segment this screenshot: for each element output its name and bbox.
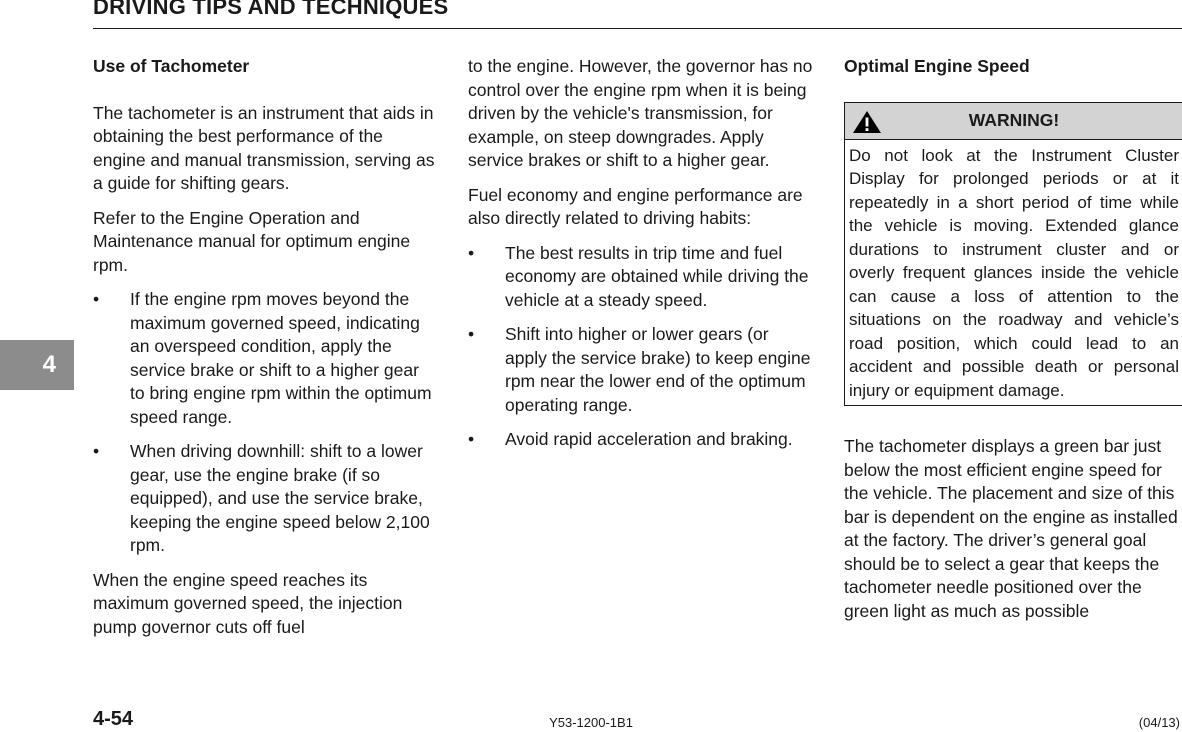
list-item-text: When driving downhill: shift to a lower gear, use the engine brake (if so equipped), and use the service brake, keeping the engine speed below 2,100 rpm. xyxy=(130,441,430,555)
warning-box xyxy=(844,102,1182,407)
section-heading-engine-speed: Optimal Engine Speed xyxy=(844,56,1030,76)
list-item-text: Shift into higher or lower gears (or apply the service brake) to keep engine rpm near the lower end of the optimum operating range. xyxy=(505,324,811,415)
column-left xyxy=(93,55,438,650)
paragraph: The tachometer is an instrument that aids in obtaining the best performance of the engine and manual transmission, serving as a guide for shifting gears. xyxy=(93,102,435,193)
list-item xyxy=(93,440,438,558)
paragraph: Refer to the Engine Operation and Maintenance manual for optimum engine rpm. xyxy=(93,207,411,275)
bullet-icon: • xyxy=(468,429,475,449)
paragraph: The tachometer displays a green bar just below the most efficient engine speed for the vehicle. The placement and size of this bar is dependent on the engine as installed at the factory. The driver’s general goal should be to select a gear that keeps the tachometer needle positioned over the green light as much as possible xyxy=(844,436,1178,621)
list-item xyxy=(468,242,813,313)
bullet-icon: • xyxy=(93,289,100,309)
title-rule xyxy=(93,28,1182,29)
warning-triangle-icon xyxy=(852,110,882,134)
page-number: 4-54 xyxy=(93,708,134,730)
warning-title: WARNING! xyxy=(968,109,1060,130)
page-title: DRIVING TIPS AND TECHNIQUES xyxy=(93,0,449,19)
paragraph: Fuel economy and engine performance are also directly related to driving habits: xyxy=(468,184,803,228)
list-item xyxy=(93,288,438,429)
list-item-text: Avoid rapid acceleration and braking. xyxy=(505,429,793,449)
column-right xyxy=(844,55,1180,634)
list-item xyxy=(468,323,813,417)
paragraph: When the engine speed reaches its maximum governed speed, the injection pump governor cuts off fuel xyxy=(93,569,403,637)
warning-header xyxy=(845,103,1182,140)
list-item-text: If the engine rpm moves beyond the maximum governed speed, indicating an overspeed condition, apply the service brake or shift to a higher gear to bring engine rpm within the optimum speed range. xyxy=(130,289,432,427)
column-middle xyxy=(468,55,813,463)
document-id: Y53-1200-1B1 xyxy=(549,715,633,730)
bullet-icon: • xyxy=(93,441,100,461)
list-item-text: The best results in trip time and fuel economy are obtained while driving the vehicle at a steady speed. xyxy=(505,242,809,310)
list-item xyxy=(468,428,813,452)
paragraph: to the engine. However, the governor has no control over the engine rpm when it is being driven by the vehicle's transmission, for example, on steep downgrades. Apply service brakes or shift to a higher gear. xyxy=(468,56,813,170)
section-heading-tachometer: Use of Tachometer xyxy=(93,56,250,76)
bullet-icon: • xyxy=(468,242,475,263)
warning-text: Do not look at the Instrument Cluster Display for prolonged periods or at it repeatedly in a short period of time while the vehicle is moving. Extended glance durations to instrument cluster and or overly frequent glances inside the vehicle can cause a loss of attention to the situations on the roadway and vehicle’s road position, which could lead to an accident and possible death or personal injury or equipment damage. xyxy=(849,145,1179,400)
bullet-icon: • xyxy=(468,324,475,344)
revision-date: (04/13) xyxy=(1138,715,1180,730)
chapter-tab: 4 xyxy=(0,340,74,390)
